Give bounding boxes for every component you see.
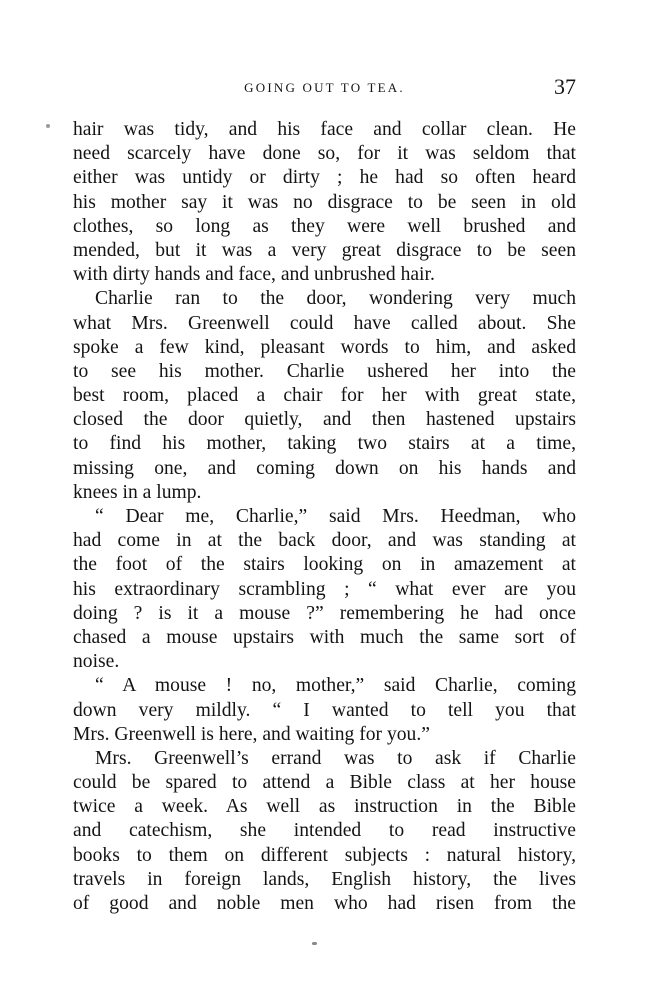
text-line: clothes, so long as they were well brushed and xyxy=(73,215,576,237)
text-line: to see his mother. Charlie ushered her into the xyxy=(73,360,576,382)
text-line: books to them on different subjects : natural history, xyxy=(73,844,576,866)
text-line: hair was tidy, and his face and collar clean. He xyxy=(73,119,576,140)
text-line: Charlie ran to the door, wondering very much xyxy=(95,288,576,310)
text-line: the foot of the stairs looking on in amazement at xyxy=(73,554,576,576)
margin-speck xyxy=(46,124,50,128)
text-line: doing ? is it a mouse ?” remembering he had once xyxy=(73,602,576,624)
text-line: best room, placed a chair for her with great state, xyxy=(73,385,576,407)
text-line: his mother say it was no disgrace to be seen in old xyxy=(73,191,576,213)
text-line: to find his mother, taking two stairs at a time, xyxy=(73,433,576,455)
text-line: twice a week. As well as instruction in the Bible xyxy=(73,796,576,818)
text-line: his extraordinary scrambling ; “ what ever are you xyxy=(73,578,576,600)
text-line: “ Dear me, Charlie,” said Mrs. Heedman, who xyxy=(95,506,576,527)
text-line: knees in a lump. xyxy=(73,481,202,503)
text-line: down very mildly. “ I wanted to tell you that xyxy=(73,699,576,721)
text-line: of good and noble men who had risen from the xyxy=(73,893,576,914)
text-line: either was untidy or dirty ; he had so often heard xyxy=(73,167,576,189)
text-line: chased a mouse upstairs with much the same sort of xyxy=(73,626,576,648)
text-line: Mrs. Greenwell’s errand was to ask if Charlie xyxy=(95,747,576,769)
running-head xyxy=(73,74,576,104)
text-line: with dirty hands and face, and unbrushed hair. xyxy=(73,264,435,286)
text-line: “ A mouse ! no, mother,” said Charlie, coming xyxy=(95,675,576,697)
page-number: 37 xyxy=(554,74,576,99)
bottom-speck xyxy=(312,942,317,945)
text-line: mended, but it was a very great disgrace to be seen xyxy=(73,239,576,261)
text-line: spoke a few kind, pleasant words to him, and asked xyxy=(73,336,576,358)
text-line: had come in at the back door, and was standing at xyxy=(73,530,576,552)
text-line: noise. xyxy=(73,651,120,673)
text-line: what Mrs. Greenwell could have called about. She xyxy=(73,312,576,334)
text-line: Mrs. Greenwell is here, and waiting for you.” xyxy=(73,723,430,745)
text-line: and catechism, she intended to read instructive xyxy=(73,820,576,842)
running-title: GOING OUT TO TEA. xyxy=(244,80,405,95)
text-line: travels in foreign lands, English history, the lives xyxy=(73,868,576,890)
body-text xyxy=(73,118,576,916)
text-line: closed the door quietly, and then hastened upstairs xyxy=(73,409,576,431)
text-line: missing one, and coming down on his hands and xyxy=(73,457,576,479)
text-line: could be spared to attend a Bible class at her house xyxy=(73,772,576,794)
text-line: need scarcely have done so, for it was seldom that xyxy=(73,143,576,165)
